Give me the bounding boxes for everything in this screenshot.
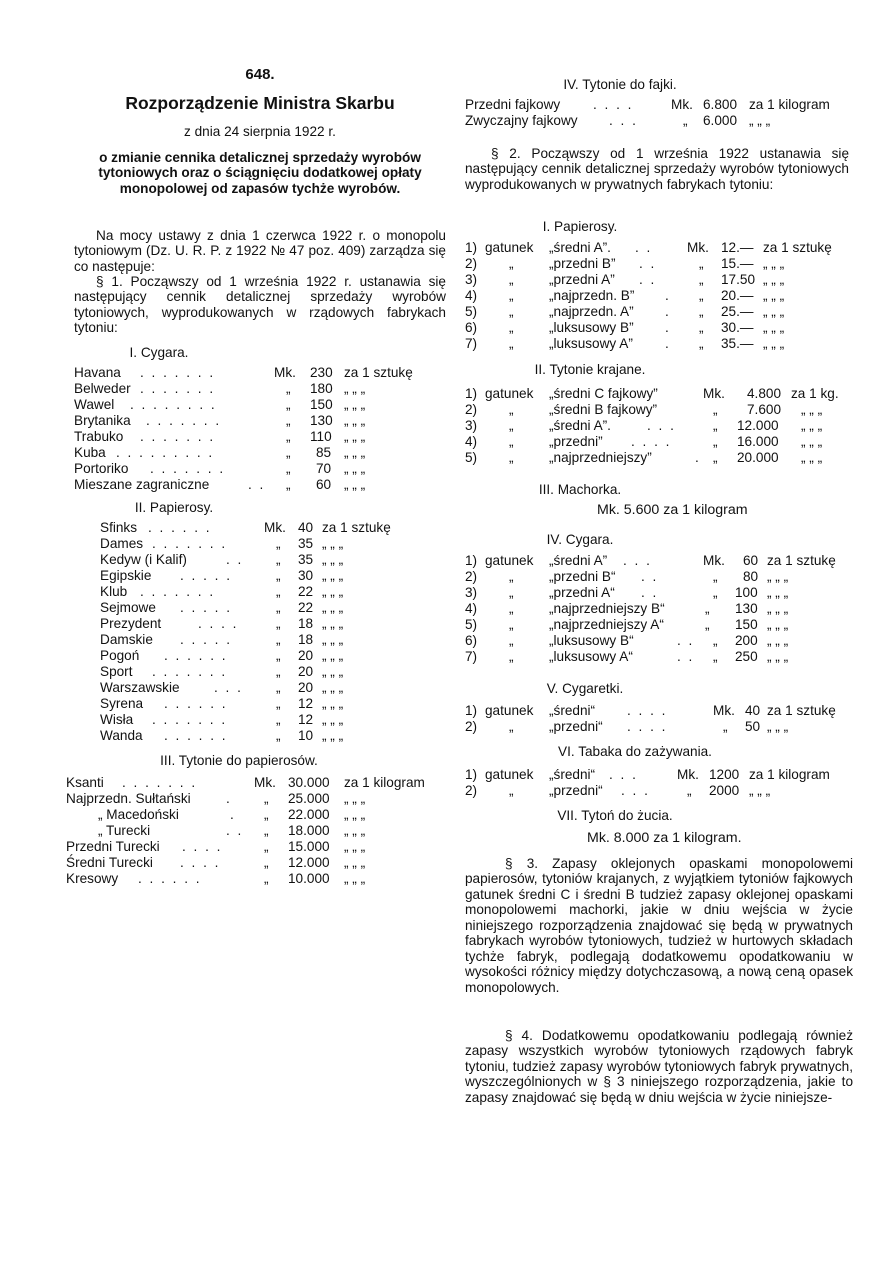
table-row: 1) gatunek „średni C fajkowy” Mk. 4.800 za 1 kg. <box>465 386 839 401</box>
table-row: 5) „ „najprzedniejszy A“ „ 150 „ „ „ <box>465 617 789 632</box>
table-row: Belweder . . . . . . . „ 180 „ „ „ <box>74 381 366 396</box>
table-row: Trabuko . . . . . . . „ 110 „ „ „ <box>74 429 366 444</box>
section-heading-private-cigarettes: I. Papierosy. <box>542 219 618 234</box>
table-row: Sfinks . . . . . . Mk. 40 za 1 sztukę <box>100 520 391 535</box>
table-row: Dames . . . . . . . „ 35 „ „ „ <box>100 536 344 551</box>
table-row: 6) „ „luksusowy B” . „ 30.— „ „ „ <box>465 320 785 335</box>
table-row: Przedni fajkowy . . . . Mk. 6.800 za 1 kilogram <box>465 97 830 112</box>
table-row: Damskie . . . . . „ 18 „ „ „ <box>100 632 344 647</box>
section-heading-cigars: I. Cygara. <box>129 345 189 360</box>
table-row: Sport . . . . . . . „ 20 „ „ „ <box>100 664 344 679</box>
table-row: Portoriko . . . . . . . „ 70 „ „ „ <box>74 461 366 476</box>
table-private-cigars <box>465 553 855 665</box>
table-row: Wisła . . . . . . . „ 12 „ „ „ <box>100 712 344 727</box>
table-state-cigarette-tobacco <box>66 775 446 887</box>
table-row: Kresowy . . . . . . „ 10.000 „ „ „ <box>66 871 366 886</box>
paragraph-3: § 3. Zapasy oklejonych opaskami monopolowemi papierosów, tytoniów krajanych, z wyjątkiem tytoniów fajkowych gatunek średni C i średni B tudzież zapasy oklejonej opaskami monopolowemi machorki, jakie w dniu wejścia w życie niniejszego rozporządzenia znajdować się będą w prywatnych fabrykach wyrobów tytoniowych, tudzież w hurtowych składach tychże fabryk, podlegają dodatkowemu opodatkowaniu w wysokości różnicy między dotychczasową, a nową ceną opasek monopolowych. <box>465 856 853 995</box>
table-row: Havana . . . . . . . Mk. 230 za 1 sztukę <box>74 365 413 380</box>
table-row: 5) „ „najprzedn. A” . „ 25.— „ „ „ <box>465 304 785 319</box>
table-row: Klub . . . . . . . „ 22 „ „ „ <box>100 584 344 599</box>
table-pipe-tobacco <box>465 97 855 129</box>
section-heading-machorka: III. Machorka. <box>538 482 622 497</box>
table-row: Wanda . . . . . . „ 10 „ „ „ <box>100 728 344 743</box>
table-row: Syrena . . . . . . „ 12 „ „ „ <box>100 696 344 711</box>
table-state-cigars <box>74 365 446 493</box>
table-row: „ Macedoński . „ 22.000 „ „ „ <box>98 807 366 822</box>
intro-paragraph: Na mocy ustawy z dnia 1 czerwca 1922 r. o monopolu tytoniowym (Dz. U. R. P. z 1922 № 47 poz. 409) zarządza się co następuje: <box>74 228 446 274</box>
document-title: Rozporządzenie Ministra Skarbu <box>125 93 395 113</box>
table-row: 3) „ „średni A”. . . . „ 12.000 „ „ „ <box>465 418 823 433</box>
table-row: 2) „ „przedni“ . . . „ 2000 „ „ „ <box>465 783 771 798</box>
section-heading-private-cigars: IV. Cygara. <box>546 532 614 547</box>
table-row: 2) „ „przedni B” . . „ 15.— „ „ „ <box>465 256 785 271</box>
table-row: Prezydent . . . . „ 18 „ „ „ <box>100 616 344 631</box>
table-row: 3) „ „przedni A” . . „ 17.50 „ „ „ <box>465 272 785 287</box>
machorka-price: Mk. 5.600 za 1 kilogram <box>597 502 748 518</box>
table-row: 5) „ „najprzedniejszy” . „ 20.000 „ „ „ <box>465 450 823 465</box>
table-row: Ksanti . . . . . . . Mk. 30.000 za 1 kilogram <box>66 775 425 790</box>
document-number: 648. <box>245 66 275 83</box>
paragraph-4: § 4. Dodatkowemu opodatkowaniu podlegają również zapasy wszystkich wyrobów tytoniowych rządowych fabryk tytoniu, tudzież zapasy wyrobów tytoniowych fabryk prywatnych, wyszczególnionych w § 3 niniejszego rozporządzenia, jakie to zapasy znajdować się będą w dniu wejścia w życie niniejsze- <box>465 1028 853 1105</box>
section-heading-cut-tobacco: II. Tytonie krajane. <box>534 362 646 377</box>
table-cigarillos <box>465 703 855 735</box>
table-row: Najprzedn. Sułtański . „ 25.000 „ „ „ <box>66 791 366 806</box>
table-private-cigarettes <box>465 240 855 352</box>
table-row: 4) „ „najprzedn. B” . „ 20.— „ „ „ <box>465 288 785 303</box>
table-row: 2) „ „przedni B“ . . „ 80 „ „ „ <box>465 569 789 584</box>
table-row: Średni Turecki . . . . „ 12.000 „ „ „ <box>66 855 366 870</box>
table-row: Warszawskie . . . „ 20 „ „ „ <box>100 680 344 695</box>
table-cut-tobacco <box>465 386 855 466</box>
table-row: 1) gatunek „średni“ . . . . Mk. 40 za 1 sztukę <box>465 703 836 718</box>
table-row: Przedni Turecki . . . . „ 15.000 „ „ „ <box>66 839 366 854</box>
table-snuff <box>465 767 855 799</box>
table-row: Kedyw (i Kalif) . . „ 35 „ „ „ <box>100 552 344 567</box>
table-row: 7) „ „luksusowy A” . „ 35.— „ „ „ <box>465 336 785 351</box>
paragraph-2: § 2. Począwszy od 1 września 1922 ustanawia się następujący cennik detalicznej sprzedaży wyrobów tytoniowych wyprodukowanych w prywatnych fabrykach tytoniu: <box>465 146 849 192</box>
table-row: Wawel . . . . . . . . „ 150 „ „ „ <box>74 397 366 412</box>
section-heading-cigarette-tobacco: III. Tytonie do papierosów. <box>160 753 318 768</box>
document-date: z dnia 24 sierpnia 1922 r. <box>184 124 336 139</box>
section-heading-snuff: VI. Tabaka do zażywania. <box>558 744 712 759</box>
table-row: Zwyczajny fajkowy . . . „ 6.000 „ „ „ <box>465 113 771 128</box>
table-row: Sejmowe . . . . . „ 22 „ „ „ <box>100 600 344 615</box>
section-heading-pipe-tobacco: IV. Tytonie do fajki. <box>563 77 677 92</box>
section-heading-cigarettes: II. Papierosy. <box>134 500 214 515</box>
table-row: 6) „ „luksusowy B“ . . „ 200 „ „ „ <box>465 633 789 648</box>
table-row: 4) „ „najprzedniejszy B“ „ 130 „ „ „ <box>465 601 789 616</box>
table-row: 7) „ „luksusowy A“ . . „ 250 „ „ „ <box>465 649 789 664</box>
document-subject: o zmianie cennika detalicznej sprzedaży wyrobów tytoniowych oraz o ściągnięciu dodatkowej opłaty monopolowej od zapasów tychże wyrobów. <box>98 150 422 196</box>
paragraph-1: § 1. Począwszy od 1 września 1922 r. ustanawia się następujący cennik detalicznej sprzedaży wyrobów tytoniowych, wyprodukowanych w rządowych fabrykach tytoniu: <box>74 274 446 336</box>
table-row: 1) gatunek „średni A”. . . Mk. 12.— za 1 sztukę <box>465 240 832 255</box>
table-row: Brytanika . . . . . . . „ 130 „ „ „ <box>74 413 366 428</box>
table-state-cigarettes <box>100 520 446 744</box>
table-row: Egipskie . . . . . „ 30 „ „ „ <box>100 568 344 583</box>
table-row: 1) gatunek „średni A” . . . Mk. 60 za 1 sztukę <box>465 553 836 568</box>
chewing-tobacco-price: Mk. 8.000 za 1 kilogram. <box>587 830 742 846</box>
table-row: Kuba . . . . . . . . . „ 85 „ „ „ <box>74 445 366 460</box>
table-row: Pogoń . . . . . . „ 20 „ „ „ <box>100 648 344 663</box>
table-row: Mieszane zagraniczne . . „ 60 „ „ „ <box>74 477 366 492</box>
table-row: „ Turecki . . „ 18.000 „ „ „ <box>98 823 366 838</box>
table-row: 3) „ „przedni A“ . . „ 100 „ „ „ <box>465 585 789 600</box>
table-row: 4) „ „przedni” . . . . „ 16.000 „ „ „ <box>465 434 823 449</box>
table-row: 1) gatunek „średni“ . . . Mk. 1200 za 1 kilogram <box>465 767 830 782</box>
table-row: 2) „ „przedni“ . . . . „ 50 „ „ „ <box>465 719 789 734</box>
table-row: 2) „ „średni B fajkowy” „ 7.600 „ „ „ <box>465 402 823 417</box>
section-heading-chewing-tobacco: VII. Tytoń do żucia. <box>557 808 673 823</box>
section-heading-cigarillos: V. Cygaretki. <box>546 681 624 696</box>
